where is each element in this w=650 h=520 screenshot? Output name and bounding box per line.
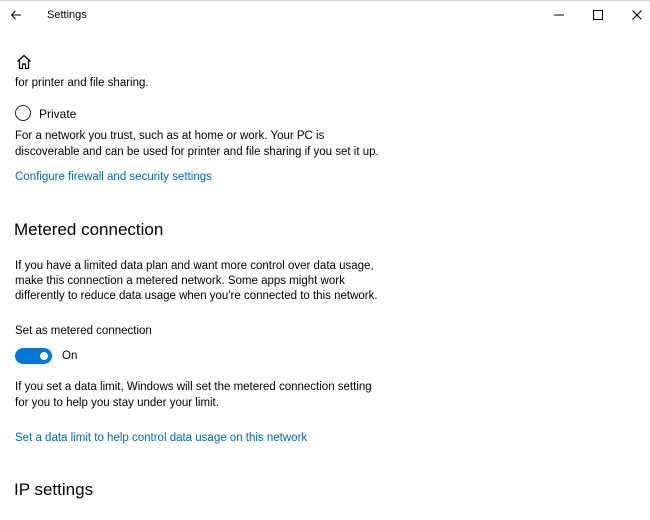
minimize-button[interactable] xyxy=(546,4,572,26)
minimize-icon xyxy=(554,10,564,20)
firewall-settings-link[interactable]: Configure firewall and security settings xyxy=(15,171,212,183)
private-desc-line2: discoverable and can be used for printer and file sharing if you set it up. xyxy=(15,146,379,158)
data-limit-link[interactable]: Set a data limit to help control data usage on this network xyxy=(15,432,308,444)
ip-settings-heading: IP settings xyxy=(14,480,94,499)
private-label[interactable]: Private xyxy=(39,107,77,121)
metered-desc-line2: make this connection a metered network. Some apps might work xyxy=(15,275,345,287)
maximize-icon xyxy=(593,10,603,20)
window-title: Settings xyxy=(47,9,87,21)
data-limit-desc-line2: for you to help you stay under your limit. xyxy=(15,397,219,409)
metered-connection-heading: Metered connection xyxy=(14,220,164,239)
metered-desc-line3: differently to reduce data usage when you're connected to this network. xyxy=(15,290,378,302)
private-radio[interactable] xyxy=(15,105,31,121)
public-profile-desc-cutoff: for printer and file sharing. xyxy=(15,77,149,89)
close-icon xyxy=(632,10,642,20)
metered-connection-toggle[interactable] xyxy=(15,348,52,364)
metered-desc-line1: If you have a limited data plan and want more control over data usage, xyxy=(15,260,374,272)
close-button[interactable] xyxy=(624,4,650,26)
metered-toggle-label: Set as metered connection xyxy=(15,325,152,337)
toggle-state-text: On xyxy=(62,350,78,362)
back-arrow-icon xyxy=(10,9,22,21)
toggle-knob xyxy=(40,352,48,360)
private-desc-line1: For a network you trust, such as at home or work. Your PC is xyxy=(15,130,325,142)
data-limit-desc-line1: If you set a data limit, Windows will set the metered connection setting xyxy=(15,381,372,393)
back-button[interactable] xyxy=(5,4,27,26)
home-icon xyxy=(16,54,32,70)
maximize-button[interactable] xyxy=(585,4,611,26)
title-bar xyxy=(0,1,650,31)
home-button[interactable] xyxy=(14,52,34,72)
